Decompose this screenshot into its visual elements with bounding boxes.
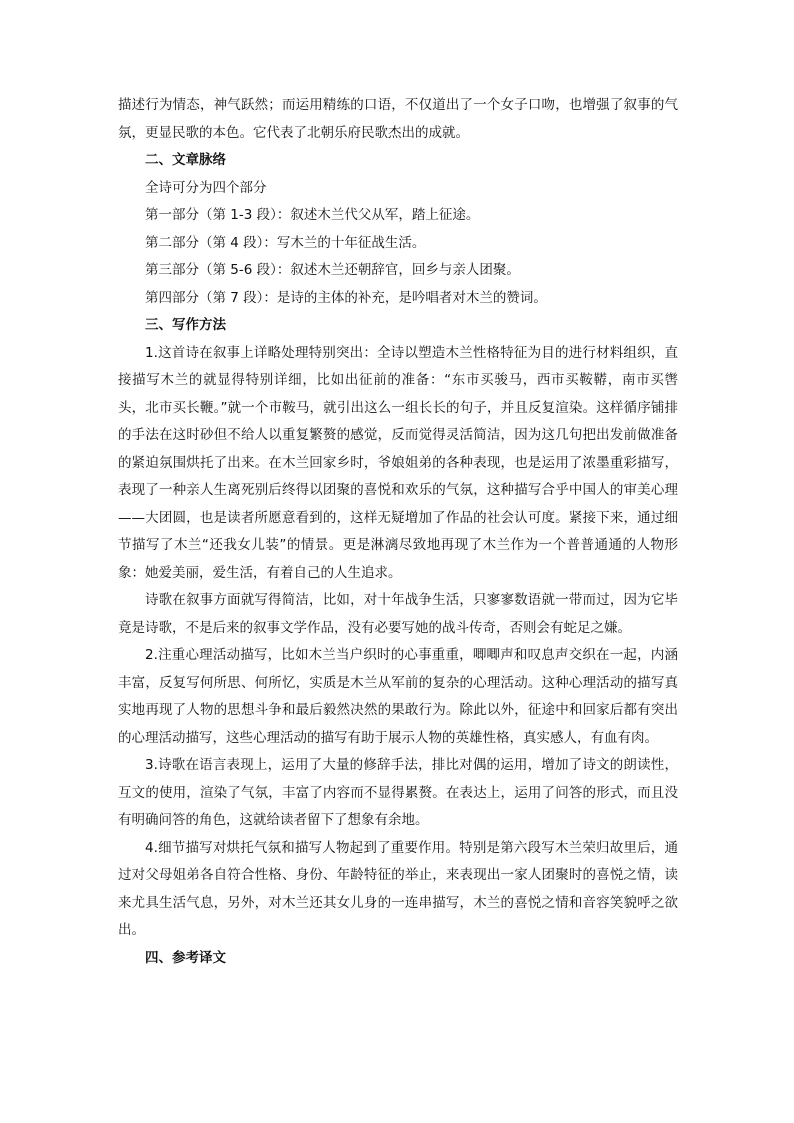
method-paragraph-2: 2.注重心理活动描写，比如木兰当户织时的心事重重，唧唧声和叹息声交织在一起，内涵丰富，反复写何所思、何所忆，实质是木兰从军前的复杂的心理活动。这种心理活动的描写真实地再现了人物的思想斗争和最后毅然决然的果敢行为。除此以外，征途中和回家后都有突出的心理活动描写，这些心理活动的描写有助于展示人物的英雄性格，真实感人，有血有肉。: [118, 647, 678, 746]
method-paragraph-3: 3.诗歌在语言表现上，运用了大量的修辞手法，排比对偶的运用，增加了诗文的朗读性，互文的使用，渲染了气氛，丰富了内容而不显得累赘。在表达上，运用了问答的形式，而且没有明确问答的角色，这就给读者留下了想象有余地。: [118, 757, 678, 828]
method-paragraph-1b: 诗歌在叙事方面就写得简洁，比如，对十年战争生活，只寥寥数语就一带而过，因为它毕竟是诗歌，不是后来的叙事文学作品，没有必要写她的战斗传奇，否则会有蛇足之嫌。: [118, 592, 678, 636]
section-heading-writing-methods: 三、写作方法: [145, 317, 226, 333]
method-paragraph-4: 4.细节描写对烘托气氛和描写人物起到了重要作用。特别是第六段写木兰荣归故里后，通过对父母姐弟各自符合性格、身份、年龄特征的举止，来表现出一家人团聚时的喜悦之情，读来尤具生活气息，另外，对木兰还其女儿身的一连串描写，木兰的喜悦之情和音容笑貌呼之欲出。: [118, 839, 678, 938]
structure-part-1: 第一部分（第 1-3 段）：叙述木兰代父从军，踏上征途。: [145, 207, 480, 223]
section-heading-translation: 四、参考译文: [145, 949, 226, 966]
method-paragraph-1: 1.这首诗在叙事上详略处理特别突出：全诗以塑造木兰性格特征为目的进行材料组织，直接描写木兰的就显得特别详细，比如出征前的准备：“东市买骏马，西市买鞍鞯，南市买辔头，北市买长鞭。”就一个市鞍马，就引出这么一组长长的句子，并且反复渲染。这样循序铺排的手法在这时砂但不给人以重复繁赘的感觉，反而觉得灵活简洁，因为这几句把出发前做准备的紧迫氛围烘托了出来。在木兰回家乡时，爷娘姐弟的各种表现，也是运用了浓墨重彩描写，表现了一种亲人生离死别后终得以团聚的喜悦和欢乐的气氛，这种描写合乎中国人的审美心理——大团圆，也是读者所愿意看到的，这样无疑增加了作品的社会认可度。紧接下来，通过细节描写了木兰“还我女儿装”的情景。更是淋漓尽致地再现了木兰作为一个普普通通的人物形象：她爱美丽，爱生活，有着自己的人生追求。: [118, 344, 678, 581]
structure-intro: 全诗可分为四个部分: [145, 179, 267, 196]
structure-part-2: 第二部分（第 4 段）：写木兰的十年征战生活。: [145, 234, 426, 251]
document-body: [118, 92, 678, 972]
structure-part-3: 第三部分（第 5-6 段）：叙述木兰还朝辞官，回乡与亲人团聚。: [145, 262, 520, 278]
section-heading-structure: 二、文章脉络: [145, 152, 226, 168]
paragraph-continued: 描述行为情态，神气跃然；而运用精练的口语，不仅道出了一个女子口吻，也增强了叙事的气氛，更显民歌的本色。它代表了北朝乐府民歌杰出的成就。: [118, 97, 678, 141]
structure-part-4: 第四部分（第 7 段）：是诗的主体的补充，是吟唱者对木兰的赞词。: [145, 289, 547, 306]
